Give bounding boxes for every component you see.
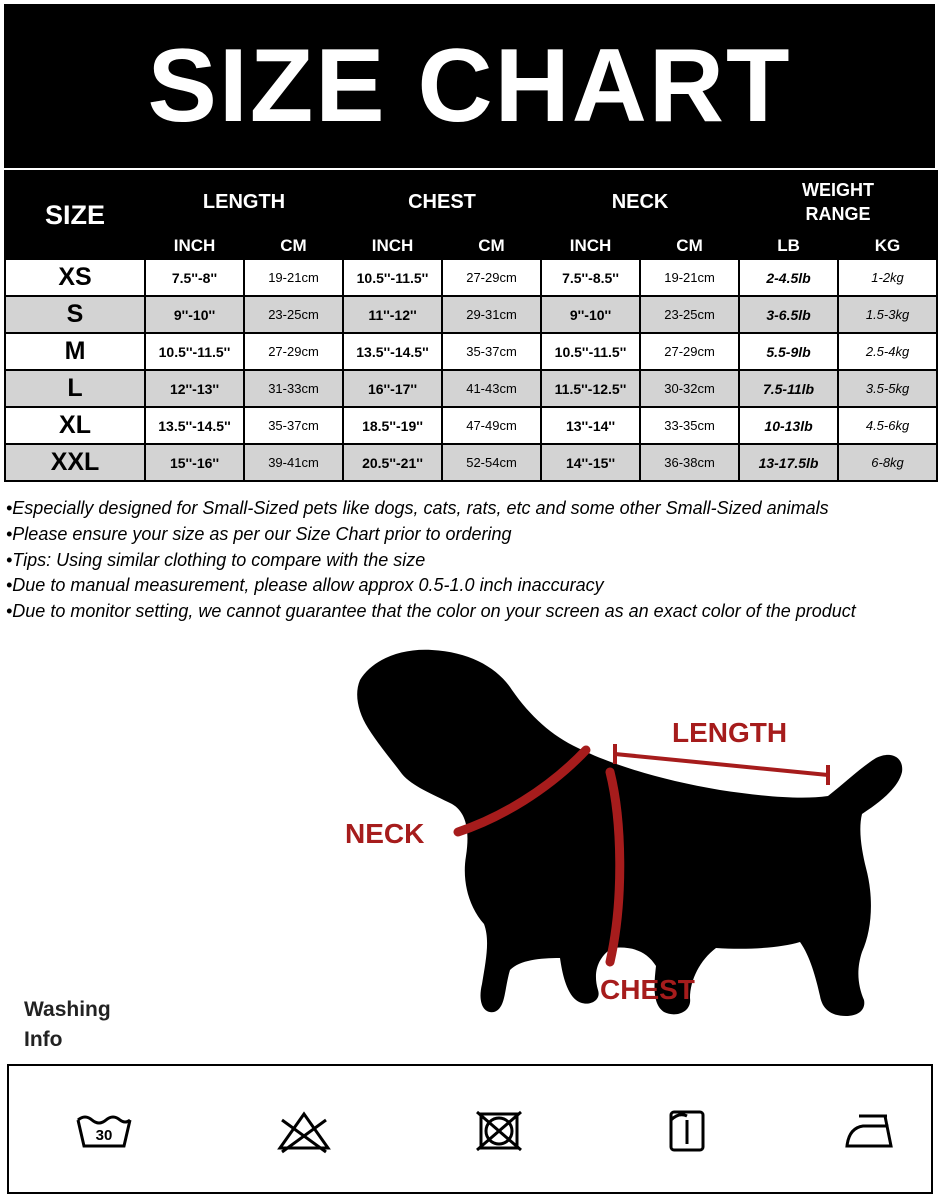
note-item: •Tips: Using similar clothing to compare with the size [6, 549, 426, 570]
sub-header-lb: LB [739, 233, 838, 259]
chest-cm-cell: 47-49cm [442, 407, 541, 444]
weight-kg-cell: 6-8kg [838, 444, 937, 481]
length-cm-cell: 39-41cm [244, 444, 343, 481]
note-item: •Especially designed for Small-Sized pets like dogs, cats, rats, etc and some other Small-Sized animals [6, 498, 829, 518]
table-row [5, 296, 937, 333]
table-row [5, 407, 937, 444]
washing-icons-box [7, 1064, 933, 1194]
washing-title-line1: Washing [24, 998, 111, 1021]
neck-header: NECK [541, 171, 739, 233]
sub-header-chest-cm: CM [442, 233, 541, 259]
note-item: •Due to manual measurement, please allow approx 0.5-1.0 inch inaccuracy [6, 575, 604, 596]
length-inch-cell: 15''-16'' [145, 444, 244, 481]
table-row [5, 444, 937, 481]
size-cell: S [5, 296, 145, 333]
no-bleach-icon [274, 1106, 334, 1156]
length-header: LENGTH [145, 171, 343, 233]
chest-label: CHEST [600, 974, 695, 1005]
weight-lb-cell: 13-17.5lb [739, 444, 838, 481]
neck-inch-cell: 14''-15'' [541, 444, 640, 481]
washing-info-title [24, 995, 111, 1055]
weight-kg-cell: 1.5-3kg [838, 296, 937, 333]
table-row [5, 259, 937, 296]
wash-30-icon [74, 1106, 134, 1156]
weight-lb-cell: 5.5-9lb [739, 333, 838, 370]
sub-header-neck-inch: INCH [541, 233, 640, 259]
length-cm-cell: 23-25cm [244, 296, 343, 333]
weight-header-line2: RANGE [805, 204, 871, 224]
neck-inch-cell: 7.5''-8.5'' [541, 259, 640, 296]
weight-lb-cell: 2-4.5lb [739, 259, 838, 296]
size-table [4, 170, 938, 482]
length-cm-cell: 35-37cm [244, 407, 343, 444]
neck-inch-cell: 9''-10'' [541, 296, 640, 333]
measurement-diagram [300, 640, 941, 1030]
size-cell: XXL [5, 444, 145, 481]
weight-header-line1: WEIGHT [802, 180, 875, 200]
chest-inch-cell: 16''-17'' [343, 370, 442, 407]
chest-cm-cell: 41-43cm [442, 370, 541, 407]
size-header: SIZE [5, 171, 145, 259]
sub-header-length-cm: CM [244, 233, 343, 259]
neck-cm-cell: 23-25cm [640, 296, 739, 333]
neck-cm-cell: 27-29cm [640, 333, 739, 370]
neck-cm-cell: 36-38cm [640, 444, 739, 481]
length-cm-cell: 31-33cm [244, 370, 343, 407]
drip-dry-icon [657, 1106, 717, 1156]
chest-inch-cell: 10.5''-11.5'' [343, 259, 442, 296]
length-inch-cell: 10.5''-11.5'' [145, 333, 244, 370]
chest-cm-cell: 52-54cm [442, 444, 541, 481]
length-inch-cell: 7.5''-8'' [145, 259, 244, 296]
size-cell: L [5, 370, 145, 407]
table-row [5, 333, 937, 370]
length-cm-cell: 19-21cm [244, 259, 343, 296]
sub-header-kg: KG [838, 233, 937, 259]
neck-cm-cell: 30-32cm [640, 370, 739, 407]
weight-kg-cell: 1-2kg [838, 259, 937, 296]
chest-inch-cell: 13.5''-14.5'' [343, 333, 442, 370]
chest-header: CHEST [343, 171, 541, 233]
chest-cm-cell: 29-31cm [442, 296, 541, 333]
size-cell: XL [5, 407, 145, 444]
chest-cm-cell: 27-29cm [442, 259, 541, 296]
sub-header-chest-inch: INCH [343, 233, 442, 259]
sub-header-neck-cm: CM [640, 233, 739, 259]
weight-lb-cell: 3-6.5lb [739, 296, 838, 333]
iron-icon [839, 1106, 899, 1156]
length-inch-cell: 13.5''-14.5'' [145, 407, 244, 444]
length-cm-cell: 27-29cm [244, 333, 343, 370]
table-row [5, 370, 937, 407]
dog-silhouette [357, 650, 902, 1016]
weight-kg-cell: 3.5-5kg [838, 370, 937, 407]
chest-inch-cell: 11''-12'' [343, 296, 442, 333]
sub-header-length-inch: INCH [145, 233, 244, 259]
neck-inch-cell: 13''-14'' [541, 407, 640, 444]
note-item: •Please ensure your size as per our Size Chart prior to ordering [6, 523, 512, 544]
length-inch-cell: 9''-10'' [145, 296, 244, 333]
neck-inch-cell: 10.5''-11.5'' [541, 333, 640, 370]
neck-label: NECK [345, 818, 425, 849]
chest-inch-cell: 20.5''-21'' [343, 444, 442, 481]
neck-cm-cell: 33-35cm [640, 407, 739, 444]
weight-kg-cell: 4.5-6kg [838, 407, 937, 444]
note-item: •Due to monitor setting, we cannot guarantee that the color on your screen as an exact color of the product [6, 601, 856, 622]
no-tumble-dry-icon [469, 1106, 529, 1156]
neck-cm-cell: 19-21cm [640, 259, 739, 296]
size-cell: XS [5, 259, 145, 296]
weight-lb-cell: 10-13lb [739, 407, 838, 444]
length-label: LENGTH [672, 717, 788, 748]
washing-title-line2: Info [24, 1028, 63, 1051]
notes-list [6, 496, 936, 625]
weight-kg-cell: 2.5-4kg [838, 333, 937, 370]
dog-head-body-path [357, 650, 902, 1016]
weight-lb-cell: 7.5-11lb [739, 370, 838, 407]
chest-cm-cell: 35-37cm [442, 333, 541, 370]
wash-temperature: 30 [95, 1127, 113, 1144]
neck-inch-cell: 11.5''-12.5'' [541, 370, 640, 407]
weight-range-header [739, 171, 937, 233]
size-cell: M [5, 333, 145, 370]
page-title: SIZE CHART [147, 28, 792, 144]
title-banner [4, 4, 935, 168]
length-inch-cell: 12''-13'' [145, 370, 244, 407]
chest-inch-cell: 18.5''-19'' [343, 407, 442, 444]
